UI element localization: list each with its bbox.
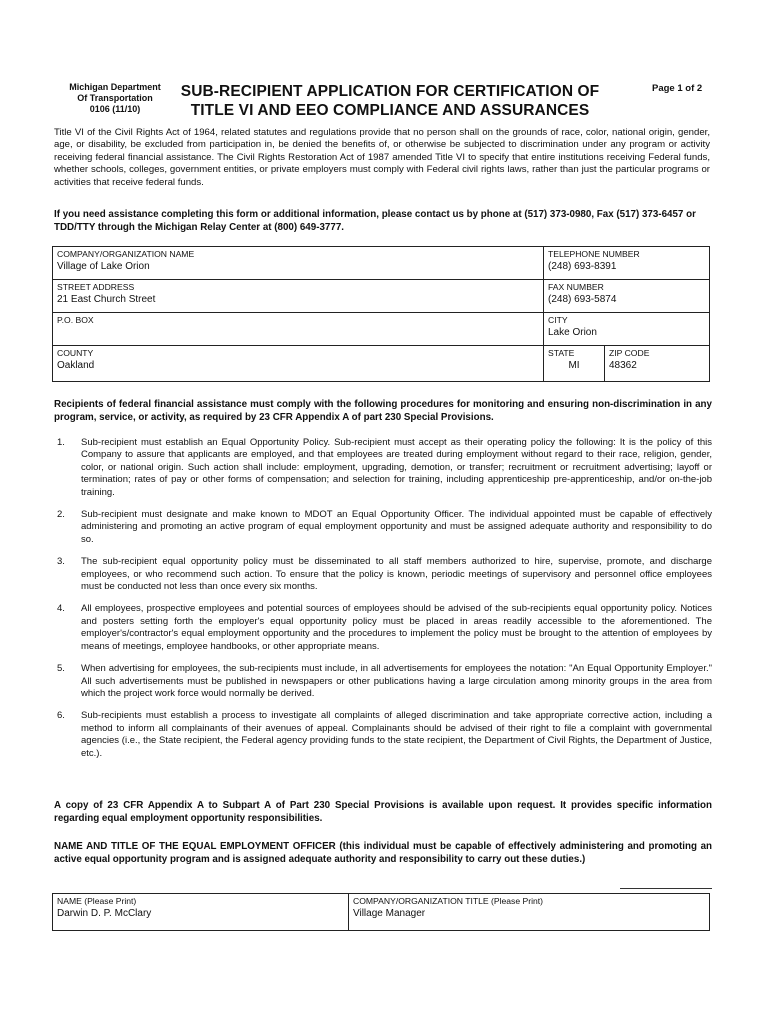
officer-name-label: NAME (Please Print) (57, 896, 137, 906)
zip-cell[interactable] (605, 346, 710, 382)
requirement-text: Sub-recipient must designate and make known to MDOT an Equal Opportunity Officer. The individual appointed must be capable of effectively administering and promoting an active program of equal employment opportunity and must be assigned adequate authority and responsibility to do so. (81, 509, 712, 545)
officer-name-cell[interactable] (53, 894, 349, 931)
requirements-list (54, 437, 712, 760)
county-value: Oakland (57, 360, 95, 371)
requirement-text: The sub-recipient equal opportunity policy must be disseminated to all staff members authorized to hire, supervise, promote, and discharge employees, or who recommend such action. To ensure that the policy is known, periodic meetings of supervisory and personnel office employees must be conducted not less than once every six months. (81, 556, 712, 593)
requirement-text: All employees, prospective employees and potential sources of employees should be advised of the sub-recipients equal opportunity policy. Notices and posters setting forth the employer's equal opportunity policy must be placed in areas readily accessible to the aforementioned. The employer's/contractor's equal employment opportunity and the procedures to implement the policy must be brought to the attention of employees by means of meetings, employee handbooks, or other appropriate means. (81, 603, 712, 652)
officer-title-cell[interactable] (349, 894, 710, 931)
agency-name-line2: Of Transportation (77, 93, 153, 103)
company-label: COMPANY/ORGANIZATION NAME (57, 249, 195, 259)
requirement-text: When advertising for employees, the sub-recipients must include, in all advertisements for employees the notation: "An Equal Opportunity Employer." All such advertisements must be published in newspapers or other publications having a large circulation among minority groups in the area from which the project work force would normally be derived. (81, 663, 712, 699)
state-label: STATE (548, 348, 575, 358)
state-cell[interactable] (544, 346, 605, 382)
requirement-number: 5. (57, 663, 65, 675)
requirement-number: 3. (57, 556, 65, 568)
form-title-line2: TITLE VI AND EEO COMPLIANCE AND ASSURANCES (190, 102, 590, 119)
fax-cell[interactable] (544, 280, 710, 313)
fax-value: (248) 693-5874 (548, 294, 617, 305)
zip-label: ZIP CODE (609, 348, 650, 358)
appendix-note: A copy of 23 CFR Appendix A to Subpart A of Part 230 Special Provisions is available upon request. It provides specific information regarding equal employment opportunity responsibilities. (54, 800, 712, 824)
city-label: CITY (548, 315, 568, 325)
company-cell[interactable] (53, 247, 544, 280)
requirements-heading: Recipients of federal financial assistance must comply with the following procedures for monitoring and ensuring non-discrimination in any program, service, or activity, as required by 23 CFR Appendix A of part 230 Special Provisions. (54, 399, 712, 423)
zip-value: 48362 (609, 360, 637, 371)
fax-label: FAX NUMBER (548, 282, 604, 292)
street-cell[interactable] (53, 280, 544, 313)
requirement-item (54, 556, 712, 593)
street-label: STREET ADDRESS (57, 282, 135, 292)
officer-title-label: COMPANY/ORGANIZATION TITLE (Please Print) (353, 896, 544, 906)
officer-table (52, 893, 710, 931)
form-title (180, 82, 600, 120)
form-title-line1: SUB-RECIPIENT APPLICATION FOR CERTIFICATION OF (180, 83, 600, 100)
requirement-number: 6. (57, 710, 65, 722)
eeo-officer-heading: NAME AND TITLE OF THE EQUAL EMPLOYMENT OFFICER (this individual must be capable of effectively administering and promoting an active equal opportunity program and is assigned adequate authority and responsibility to carry out these duties.) (54, 841, 712, 865)
requirement-text: Sub-recipient must establish an Equal Opportunity Policy. Sub-recipient must accept as their operating policy the following: It is the policy of this Company to assure that applicants are employed, and that employees are treated during employment without regard to their race, religion, gender, color, or national origin. Such action shall include: employment, upgrading, demotion, or transfer; recruitment or recruitment advertising; layoff or termination; rates of pay or other forms of compensation; and selection for training, including apprenticeship pre-apprenticeship, and/or on-the-job training. (81, 437, 712, 498)
city-cell[interactable] (544, 313, 710, 346)
city-value: Lake Orion (548, 327, 597, 338)
applicant-info-table (52, 246, 710, 382)
phone-value: (248) 693-8391 (548, 261, 617, 272)
requirement-item (54, 509, 712, 546)
requirement-number: 2. (57, 509, 65, 521)
assistance-paragraph: If you need assistance completing this form or additional information, please contact us by phone at (517) 373-0980, Fax (517) 373-6457 or TDD/TTY through the Michigan Relay Center at (800) 649-3777. (54, 209, 696, 233)
officer-name-value: Darwin D. P. McClary (57, 908, 152, 919)
divider-line (620, 888, 712, 889)
street-value: 21 East Church Street (57, 294, 156, 305)
requirement-item (54, 710, 712, 760)
requirement-item (54, 437, 712, 499)
pobox-label: P.O. BOX (57, 315, 94, 325)
phone-cell[interactable] (544, 247, 710, 280)
requirement-item (54, 663, 712, 700)
county-label: COUNTY (57, 348, 94, 358)
intro-paragraph: Title VI of the Civil Rights Act of 1964, related statutes and regulations provide that no person shall on the grounds of race, color, national origin, gender, age, or disability, be excluded from participation in, be denied the benefits of, or otherwise be subjected to discrimination under any program or activity receiving federal financial assistance. The Civil Rights Restoration Act of 1987 amended Title VI to specify that entire institutions receiving Federal funds, whether schools, colleges, government entities, or private employers must comply with Federal civil rights laws, rather than just the particular programs or activities that receive federal funds. (54, 127, 710, 188)
agency-name-line1: Michigan Department (69, 82, 161, 92)
officer-title-value: Village Manager (353, 908, 426, 919)
form-number: 0106 (11/10) (89, 104, 141, 114)
requirement-text: Sub-recipients must establish a process to investigate all complaints of alleged discrimination and take appropriate corrective action, including a method to inform all complainants of their avenues of appeal. Complainants should be advised of their right to file a complaint with governmental agencies (i.e., the State recipient, the Federal agency providing funds to the state recipient, the Department of Civil Rights, the Department of Justice, etc.). (81, 710, 712, 759)
county-cell[interactable] (53, 346, 544, 382)
company-value: Village of Lake Orion (57, 261, 150, 272)
requirement-number: 4. (57, 603, 65, 615)
requirement-number: 1. (57, 437, 65, 448)
state-value: MI (568, 360, 580, 371)
pobox-cell[interactable] (53, 313, 544, 346)
phone-label: TELEPHONE NUMBER (548, 249, 640, 259)
page-number: Page 1 of 2 (652, 83, 703, 94)
requirement-item (54, 603, 712, 653)
agency-block (60, 82, 170, 115)
